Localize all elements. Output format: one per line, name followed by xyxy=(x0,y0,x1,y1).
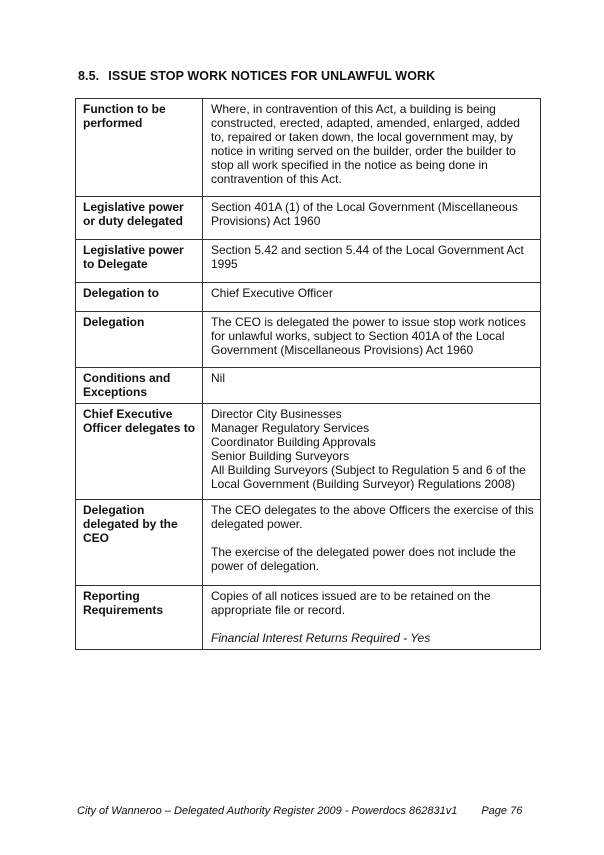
row-value-delegated-by-ceo xyxy=(203,500,541,586)
paragraph: Copies of all notices issued are to be retained on the appropriate file or record. xyxy=(211,589,491,617)
row-value-delegation: The CEO is delegated the power to issue stop work notices for unlawful works, subject to Section 401A of the Local Government (Miscellaneous Provisions) Act 1960 xyxy=(203,312,541,368)
row-value-conditions: Nil xyxy=(203,368,541,404)
row-value-legislative-power: Section 401A (1) of the Local Government (Miscellaneous Provisions) Act 1960 xyxy=(203,197,541,240)
page-number: Page 76 xyxy=(481,805,523,817)
table-row xyxy=(76,586,541,650)
table-row xyxy=(76,500,541,586)
table-row xyxy=(76,404,541,500)
row-label-delegation-to: Delegation to xyxy=(76,283,203,312)
delegate-item: Manager Regulatory Services xyxy=(211,421,370,435)
row-label-legislative-power: Legislative power or duty delegated xyxy=(76,197,203,240)
row-value-ceo-delegates-to xyxy=(203,404,541,500)
delegate-item: Director City Businesses xyxy=(211,407,342,421)
table-row xyxy=(76,240,541,283)
delegate-item: Coordinator Building Approvals xyxy=(211,435,376,449)
table-row xyxy=(76,99,541,197)
row-value-function: Where, in contravention of this Act, a building is being constructed, erected, adapted, amended, enlarged, added to, repaired or taken down, the local government may, by notice in writing served on the builder, order the builder to stop all work specified in the notice as being done in contravention of this Act. xyxy=(203,99,541,197)
row-value-delegation-to: Chief Executive Officer xyxy=(203,283,541,312)
row-label-ceo-delegates-to: Chief Executive Officer delegates to xyxy=(76,404,203,500)
section-number: 8.5. xyxy=(78,69,100,83)
table-row xyxy=(76,283,541,312)
paragraph: The CEO delegates to the above Officers the exercise of this delegated power. xyxy=(211,503,534,531)
row-label-conditions: Conditions and Exceptions xyxy=(76,368,203,404)
section-heading xyxy=(78,69,435,83)
row-label-function: Function to be performed xyxy=(76,99,203,197)
row-value-reporting xyxy=(203,586,541,650)
table-row xyxy=(76,197,541,240)
delegate-item: All Building Surveyors (Subject to Regulation 5 and 6 of the Local Government (Building Surveyor) Regulations 2008) xyxy=(211,463,526,491)
table-row xyxy=(76,368,541,404)
row-label-delegation: Delegation xyxy=(76,312,203,368)
table-row xyxy=(76,312,541,368)
delegation-table xyxy=(75,98,541,650)
footer-text: City of Wanneroo – Delegated Authority Register 2009 - Powerdocs 862831v1 xyxy=(77,805,458,817)
section-title: ISSUE STOP WORK NOTICES FOR UNLAWFUL WORK xyxy=(108,69,436,83)
paragraph: The exercise of the delegated power does not include the power of delegation. xyxy=(211,545,516,573)
row-label-reporting: Reporting Requirements xyxy=(76,586,203,650)
row-label-delegated-by-ceo: Delegation delegated by the CEO xyxy=(76,500,203,586)
row-value-power-to-delegate: Section 5.42 and section 5.44 of the Local Government Act 1995 xyxy=(203,240,541,283)
financial-interest-note: Financial Interest Returns Required - Yes xyxy=(211,631,431,645)
page-footer xyxy=(77,805,522,817)
delegate-item: Senior Building Surveyors xyxy=(211,449,350,463)
row-label-power-to-delegate: Legislative power to Delegate xyxy=(76,240,203,283)
